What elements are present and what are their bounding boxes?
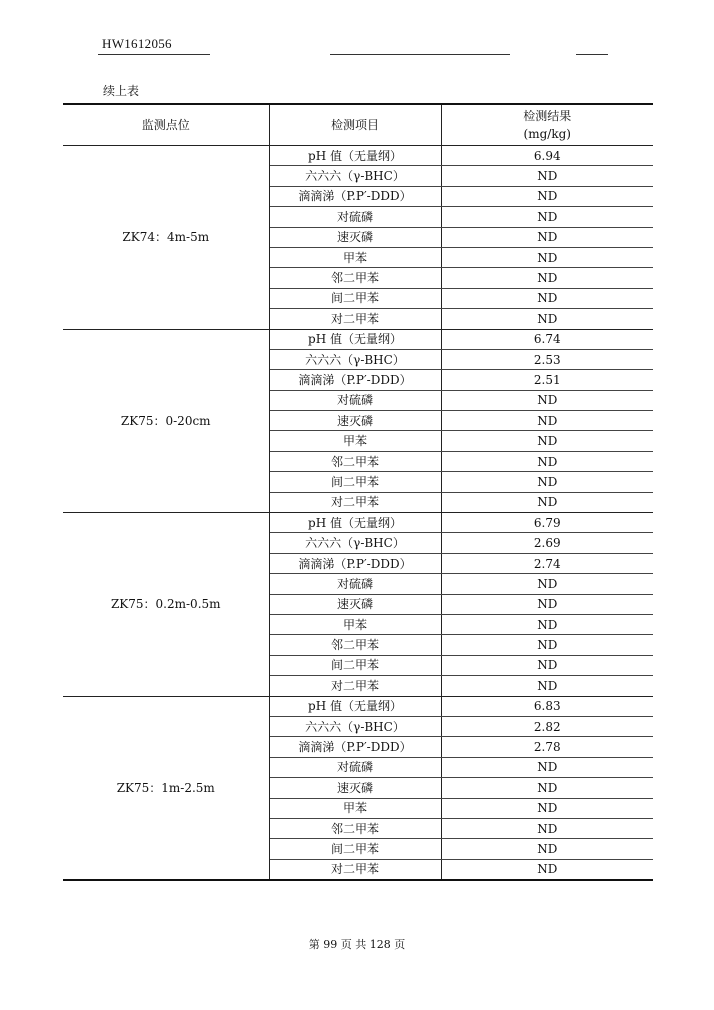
- test-item-cell: 邻二甲苯: [269, 818, 441, 838]
- result-value-cell: 2.69: [441, 533, 653, 553]
- test-item-cell: 速灭磷: [269, 227, 441, 247]
- page-number: 第 99 页 共 128 页: [308, 938, 406, 951]
- test-item-cell: 甲苯: [269, 431, 441, 451]
- result-value-cell: ND: [441, 431, 653, 451]
- result-value-cell: ND: [441, 207, 653, 227]
- table-row: [63, 513, 653, 533]
- page-header: [0, 0, 714, 60]
- location-cell: ZK75：1m-2.5m: [63, 696, 269, 880]
- test-item-cell: pH 值（无量纲）: [269, 513, 441, 533]
- test-item-cell: 速灭磷: [269, 778, 441, 798]
- result-value-cell: ND: [441, 594, 653, 614]
- test-item-cell: 对二甲苯: [269, 492, 441, 512]
- result-value-cell: 6.94: [441, 146, 653, 166]
- result-value-cell: ND: [441, 655, 653, 675]
- result-value-cell: 2.82: [441, 716, 653, 736]
- document-id: HW1612056: [102, 36, 172, 51]
- test-item-cell: 对硫磷: [269, 207, 441, 227]
- test-item-cell: 对二甲苯: [269, 859, 441, 880]
- test-item-cell: 甲苯: [269, 614, 441, 634]
- location-group: [63, 696, 653, 880]
- test-item-cell: 对硫磷: [269, 757, 441, 777]
- result-value-cell: ND: [441, 492, 653, 512]
- result-value-cell: ND: [441, 818, 653, 838]
- test-item-cell: pH 值（无量纲）: [269, 329, 441, 349]
- header-item: 检测项目: [269, 104, 441, 146]
- location-cell: ZK75：0.2m-0.5m: [63, 513, 269, 697]
- test-item-cell: 滴滴涕（P.P′-DDD）: [269, 737, 441, 757]
- result-value-cell: ND: [441, 614, 653, 634]
- result-value-cell: 6.74: [441, 329, 653, 349]
- result-value-cell: ND: [441, 798, 653, 818]
- result-value-cell: 6.79: [441, 513, 653, 533]
- location-group: [63, 146, 653, 330]
- test-item-cell: 速灭磷: [269, 411, 441, 431]
- header-rule-left: [98, 54, 210, 55]
- test-item-cell: 间二甲苯: [269, 288, 441, 308]
- test-item-cell: 间二甲苯: [269, 472, 441, 492]
- result-value-cell: ND: [441, 635, 653, 655]
- result-value-cell: 2.53: [441, 349, 653, 369]
- test-item-cell: 邻二甲苯: [269, 268, 441, 288]
- test-item-cell: 速灭磷: [269, 594, 441, 614]
- result-value-cell: ND: [441, 268, 653, 288]
- result-value-cell: ND: [441, 757, 653, 777]
- result-value-cell: ND: [441, 166, 653, 186]
- location-cell: ZK75：0-20cm: [63, 329, 269, 513]
- test-item-cell: 六六六（γ-BHC）: [269, 349, 441, 369]
- result-value-cell: 2.51: [441, 370, 653, 390]
- result-value-cell: ND: [441, 411, 653, 431]
- test-item-cell: 六六六（γ-BHC）: [269, 166, 441, 186]
- table-header-row: [63, 104, 653, 146]
- table-row: [63, 696, 653, 716]
- test-item-cell: 对二甲苯: [269, 309, 441, 329]
- header-location: 监测点位: [63, 104, 269, 146]
- result-value-cell: ND: [441, 247, 653, 267]
- header-rule-right: [576, 54, 608, 55]
- test-item-cell: 间二甲苯: [269, 655, 441, 675]
- result-value-cell: 2.74: [441, 553, 653, 573]
- results-table: [63, 103, 653, 881]
- header-rule-middle: [330, 54, 510, 55]
- result-value-cell: ND: [441, 676, 653, 696]
- table-row: [63, 146, 653, 166]
- result-value-cell: ND: [441, 309, 653, 329]
- table-row: [63, 329, 653, 349]
- location-group: [63, 329, 653, 513]
- result-value-cell: ND: [441, 472, 653, 492]
- test-item-cell: 对硫磷: [269, 574, 441, 594]
- result-value-cell: 2.78: [441, 737, 653, 757]
- test-item-cell: 甲苯: [269, 247, 441, 267]
- result-value-cell: ND: [441, 186, 653, 206]
- test-item-cell: 对硫磷: [269, 390, 441, 410]
- header-result-title: 检测结果: [523, 109, 572, 123]
- test-item-cell: 滴滴涕（P.P′-DDD）: [269, 370, 441, 390]
- continued-label: 续上表: [103, 84, 140, 98]
- result-value-cell: 6.83: [441, 696, 653, 716]
- test-item-cell: 邻二甲苯: [269, 635, 441, 655]
- result-value-cell: ND: [441, 451, 653, 471]
- test-item-cell: pH 值（无量纲）: [269, 696, 441, 716]
- result-value-cell: ND: [441, 227, 653, 247]
- test-item-cell: 甲苯: [269, 798, 441, 818]
- header-result: [441, 104, 653, 146]
- result-value-cell: ND: [441, 288, 653, 308]
- test-item-cell: 滴滴涕（P.P′-DDD）: [269, 553, 441, 573]
- test-item-cell: 邻二甲苯: [269, 451, 441, 471]
- result-value-cell: ND: [441, 574, 653, 594]
- location-cell: ZK74：4m-5m: [63, 146, 269, 330]
- test-item-cell: 滴滴涕（P.P′-DDD）: [269, 186, 441, 206]
- location-group: [63, 513, 653, 697]
- test-item-cell: 对二甲苯: [269, 676, 441, 696]
- test-item-cell: 六六六（γ-BHC）: [269, 533, 441, 553]
- test-item-cell: 六六六（γ-BHC）: [269, 716, 441, 736]
- result-value-cell: ND: [441, 839, 653, 859]
- result-value-cell: ND: [441, 859, 653, 880]
- header-result-unit: (mg/kg): [523, 127, 571, 141]
- result-value-cell: ND: [441, 390, 653, 410]
- test-item-cell: pH 值（无量纲）: [269, 146, 441, 166]
- result-value-cell: ND: [441, 778, 653, 798]
- test-item-cell: 间二甲苯: [269, 839, 441, 859]
